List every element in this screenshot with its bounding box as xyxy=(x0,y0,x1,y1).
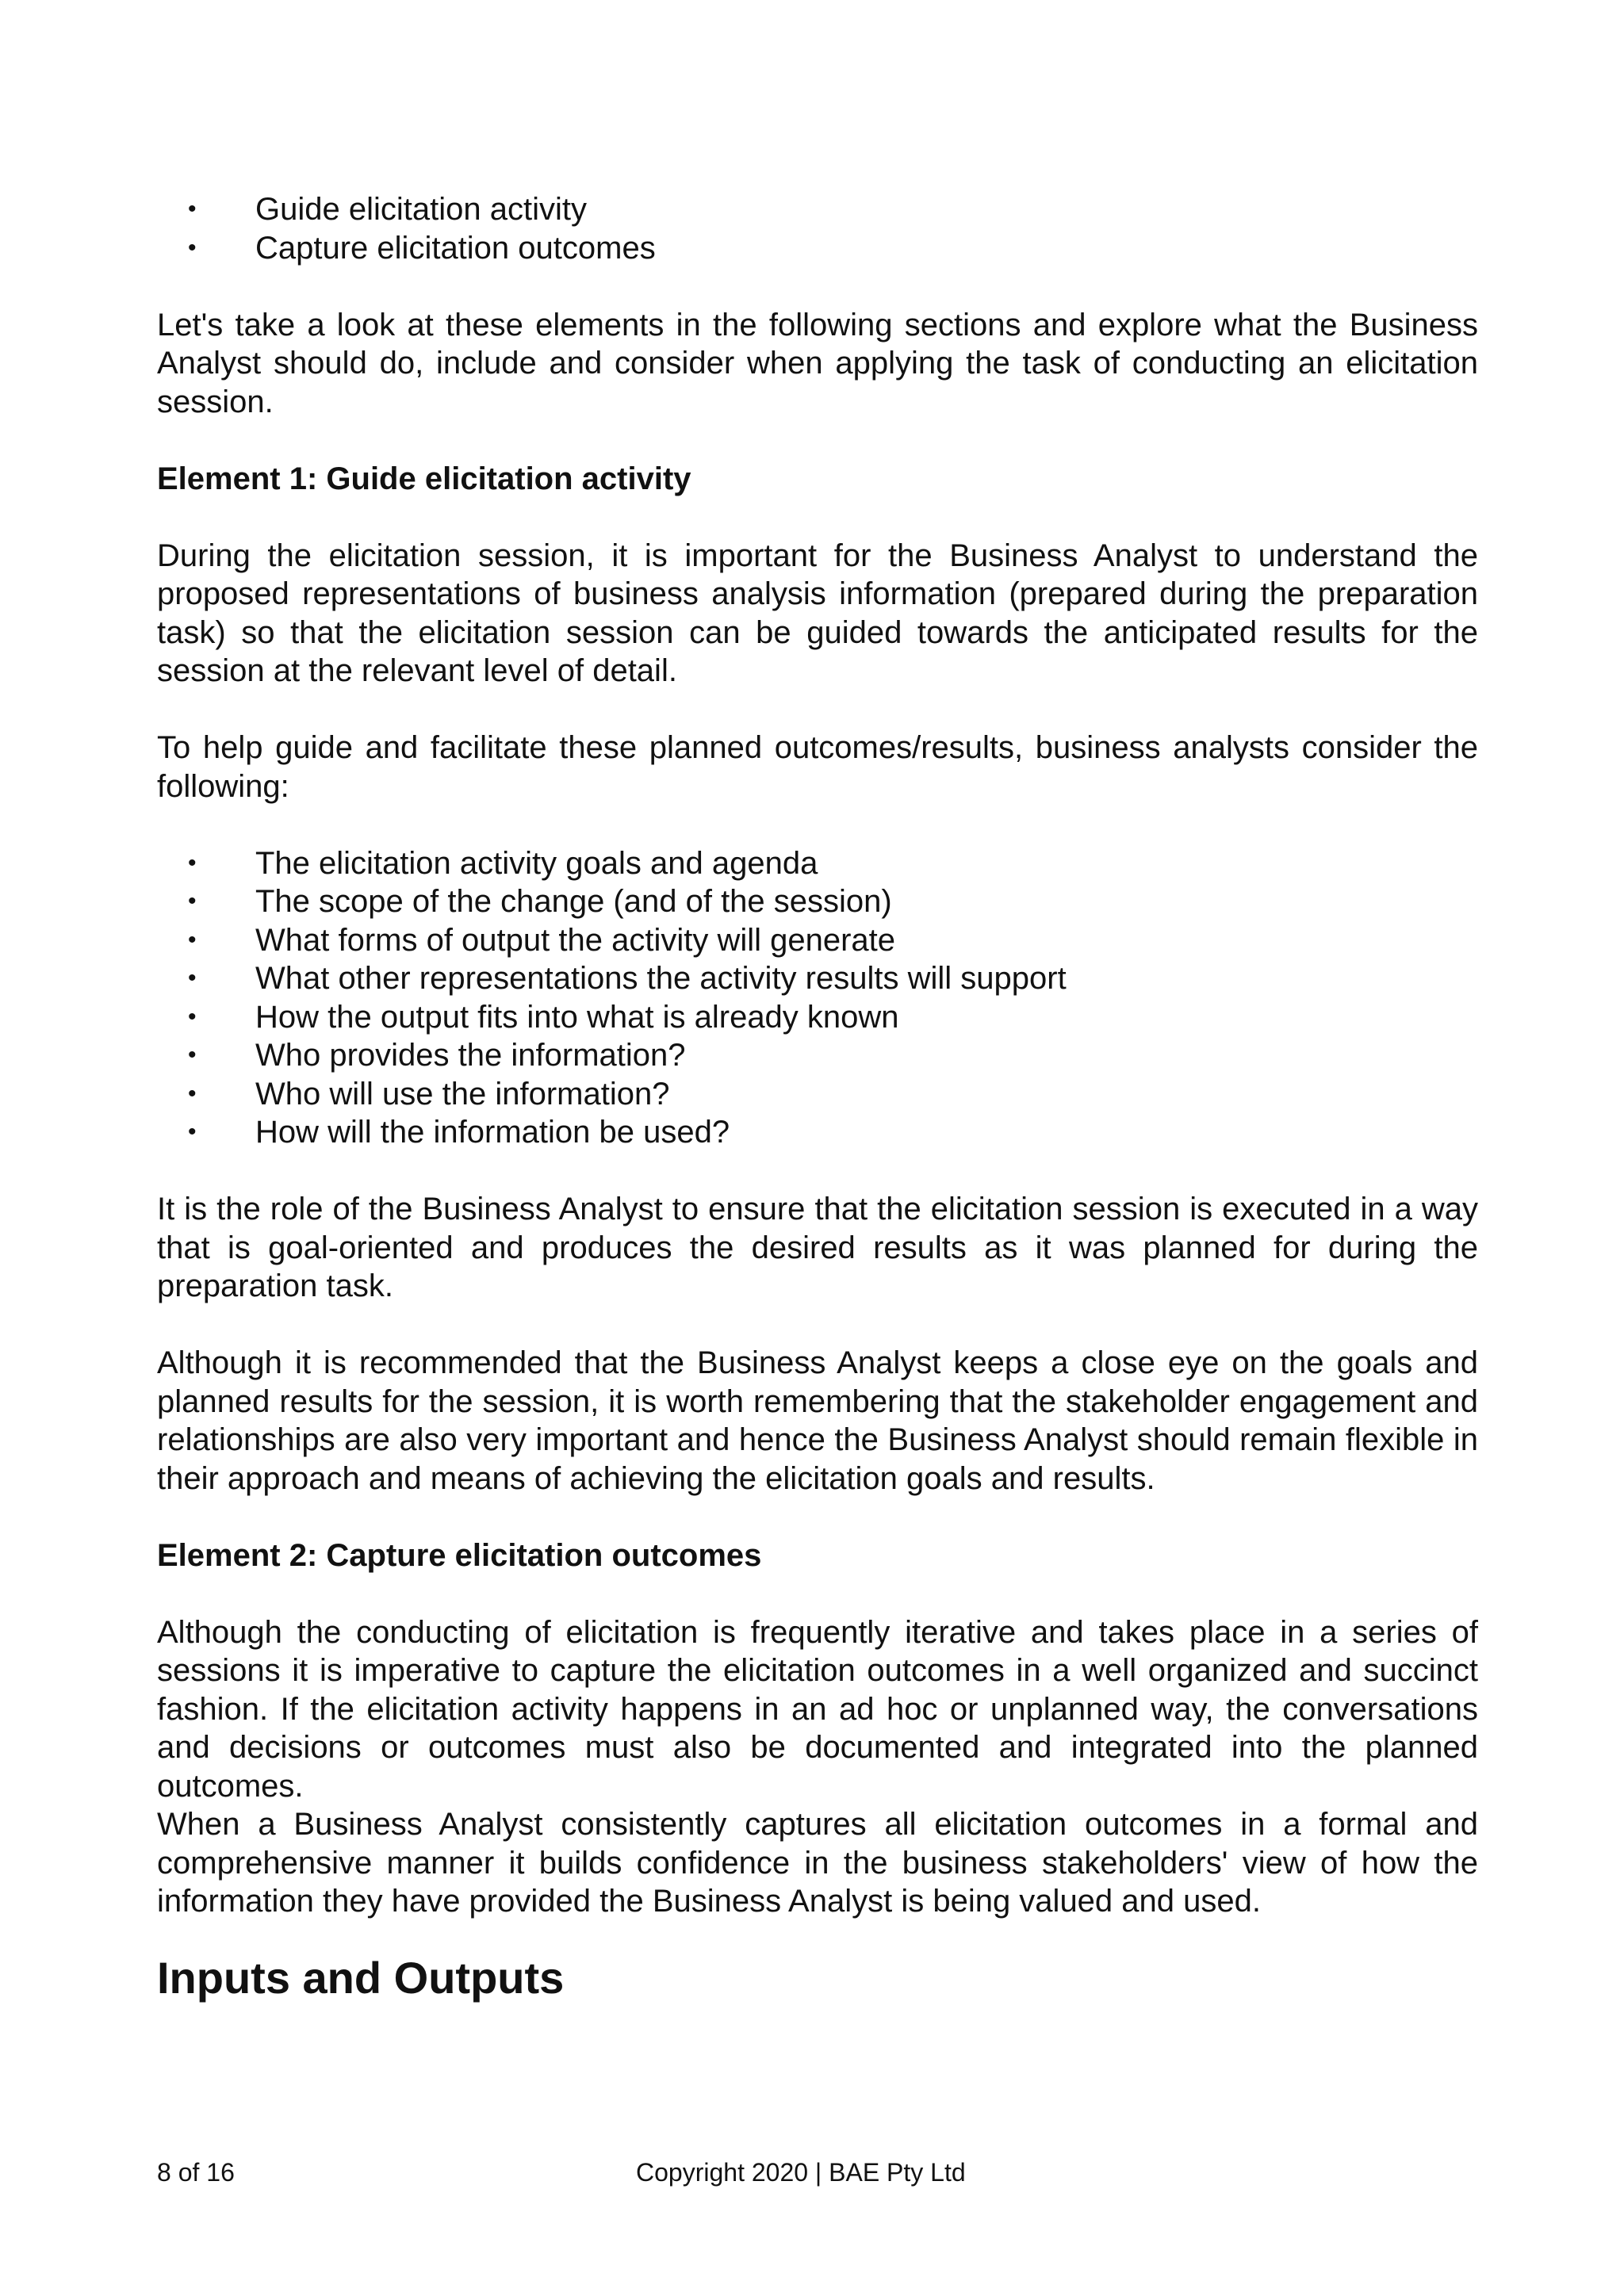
list-item xyxy=(157,921,1478,960)
list-item-text: Guide elicitation activity xyxy=(255,192,587,227)
list-item-text: How will the information be used? xyxy=(255,1115,730,1150)
document-page xyxy=(157,190,1478,2003)
element2-paragraph-1: Although the conducting of elicitation is frequently iterative and takes place in a series of sessions it is imperative to capture the elicitation outcomes in a well organized and succinct fashion. If the elicitation activity happens in an ad hoc or unplanned way, the conversations and decisions or outcomes must also be documented and integrated into the planned outcomes. xyxy=(157,1614,1478,1804)
list-item-text: Who will use the information? xyxy=(255,1076,670,1112)
element1-heading: Element 1: Guide elicitation activity xyxy=(157,461,691,496)
bullet-icon: • xyxy=(188,1003,197,1030)
bullet-icon: • xyxy=(188,1080,197,1107)
element1-paragraph-1: During the elicitation session, it is important for the Business Analyst to understand the proposed representations of business analysis information (prepared during the preparation task) so that the elicitation session can be guided towards the anticipated results for the session at the relevant level of detail. xyxy=(157,538,1478,688)
section-heading: Inputs and Outputs xyxy=(157,1952,565,2003)
bullet-icon: • xyxy=(188,965,197,991)
considerations-bullet-list xyxy=(157,844,1478,1152)
list-item xyxy=(157,1075,1478,1114)
intro-paragraph: Let's take a look at these elements in the following sections and explore what the Business Analyst should do, include and consider when applying the task of conducting an elicitation session. xyxy=(157,307,1478,419)
list-item xyxy=(157,882,1478,921)
element2-paragraph-2: When a Business Analyst consistently captures all elicitation outcomes in a formal and comprehensive manner it builds confidence in the business stakeholders' view of how the information they have provided the Business Analyst is being valued and used. xyxy=(157,1807,1478,1919)
bullet-icon: • xyxy=(188,926,197,953)
bullet-icon: • xyxy=(188,234,197,261)
list-item xyxy=(157,1113,1478,1152)
element1-paragraph-3: It is the role of the Business Analyst to ensure that the elicitation session is executed in a way that is goal-oriented and produces the desired results as it was planned for during the preparation task. xyxy=(157,1192,1478,1303)
bullet-icon: • xyxy=(188,196,197,222)
top-bullet-list xyxy=(157,190,1478,267)
list-item xyxy=(157,229,1478,268)
list-item-text: Who provides the information? xyxy=(255,1038,686,1073)
list-item-text: The scope of the change (and of the session) xyxy=(255,884,892,919)
list-item-text: How the output fits into what is already known xyxy=(255,999,899,1035)
page-number: 8 of 16 xyxy=(157,2158,235,2187)
bullet-icon: • xyxy=(188,849,197,876)
element1-paragraph-2: To help guide and facilitate these planned outcomes/results, business analysts consider the following: xyxy=(157,730,1478,804)
bullet-icon: • xyxy=(188,1119,197,1145)
element1-paragraph-4: Although it is recommended that the Business Analyst keeps a close eye on the goals and planned results for the session, it is worth remembering that the stakeholder engagement and relationships are also very important and hence the Business Analyst should remain flexible in their approach and means of achieving the elicitation goals and results. xyxy=(157,1345,1478,1496)
list-item-text: The elicitation activity goals and agenda xyxy=(255,845,818,881)
bullet-icon: • xyxy=(188,1042,197,1068)
list-item xyxy=(157,959,1478,998)
list-item-text: What forms of output the activity will generate xyxy=(255,922,896,958)
list-item xyxy=(157,998,1478,1037)
copyright-text: Copyright 2020 | BAE Pty Ltd xyxy=(636,2158,966,2187)
list-item-text: What other representations the activity results will support xyxy=(255,961,1067,996)
list-item xyxy=(157,1036,1478,1075)
bullet-icon: • xyxy=(188,888,197,914)
element2-heading: Element 2: Capture elicitation outcomes xyxy=(157,1537,762,1573)
list-item-text: Capture elicitation outcomes xyxy=(255,230,656,266)
list-item xyxy=(157,190,1478,229)
list-item xyxy=(157,844,1478,883)
